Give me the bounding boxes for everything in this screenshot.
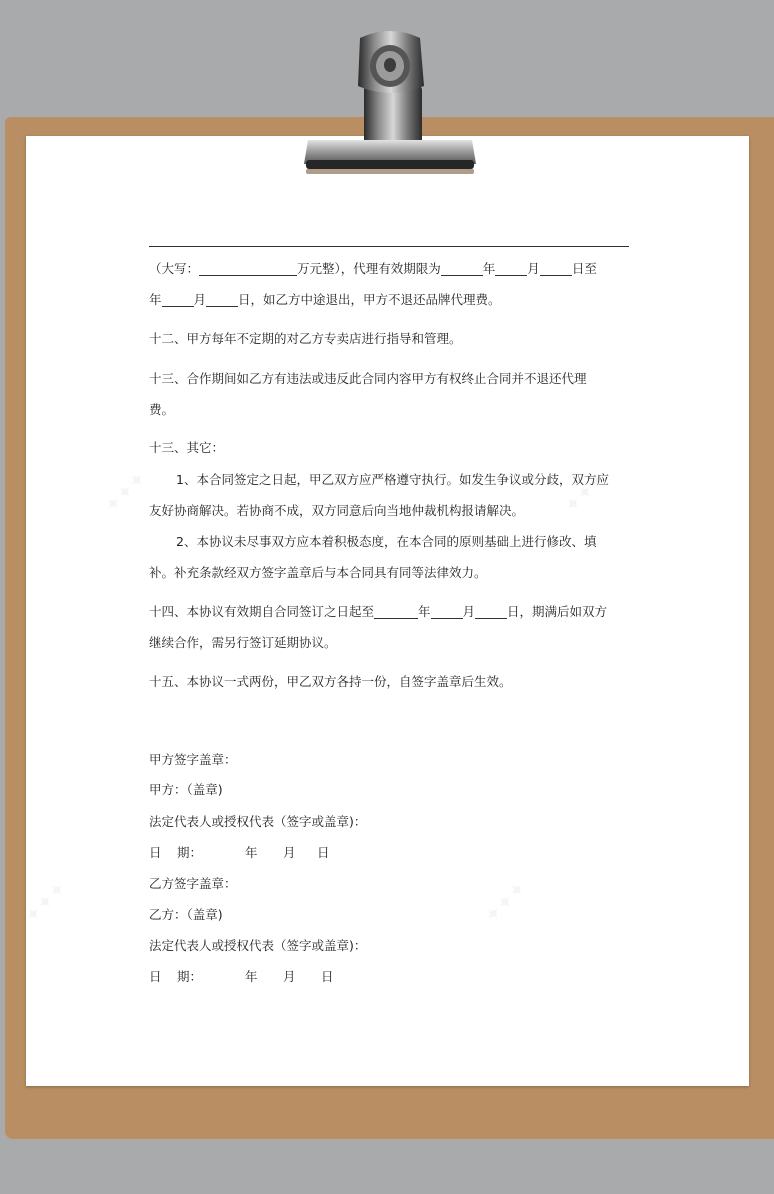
month-blank: [495, 261, 527, 276]
month-blank: [162, 292, 194, 307]
text: 日，如乙方中途退出，甲方不退还品牌代理费。: [238, 292, 501, 307]
party-b-title: 乙方签字盖章：: [149, 876, 237, 891]
clause-14-line2: 继续合作，需另行签订延期协议。: [149, 635, 337, 650]
day-blank: [540, 261, 572, 276]
year-blank: [374, 604, 418, 619]
date-label: 日: [149, 969, 162, 984]
year-label: 年: [245, 845, 258, 860]
party-a-seal: 甲方：（盖章): [149, 782, 223, 797]
date-label: 期：: [177, 845, 203, 860]
party-b-date: [149, 969, 334, 985]
binder-clip-icon: [300, 28, 480, 178]
clause-13-line1: 十三、合作期间如乙方有违法或违反此合同内容甲方有权终止合同并不退还代理: [149, 371, 587, 386]
party-a-representative: 法定代表人或授权代表（签字或盖章)：: [149, 814, 367, 829]
day-label: 日: [321, 969, 334, 984]
item-1-line1: 1、本合同签定之日起，甲乙双方应严格遵守执行。如发生争议或分歧，双方应: [176, 472, 609, 487]
clause-13-line2: 费。: [149, 402, 175, 417]
amount-line: [149, 253, 639, 284]
text: （大写：: [149, 261, 200, 276]
clause-15: 十五、本协议一式两份，甲乙双方各持一份，自签字盖章后生效。: [149, 674, 512, 689]
item-2-line1: 2、本协议未尽事双方应本着积极态度，在本合同的原则基础上进行修改、填: [176, 534, 597, 549]
party-a-date: [149, 845, 330, 861]
day-label: 日: [317, 845, 330, 860]
contract-page: [26, 136, 749, 1086]
text: 年: [418, 604, 431, 619]
clause-14-line1: [149, 596, 639, 627]
date-label: 期：: [177, 969, 203, 984]
text: 十四、本协议有效期自合同签订之日起至: [149, 604, 375, 619]
header-rule: [149, 246, 629, 247]
text: 万元整），代理有效期限为: [297, 261, 441, 276]
clause-13-other-title: 十三、其它：: [149, 440, 225, 455]
item-1-line2: 友好协商解决。若协商不成，双方同意后向当地仲裁机构报请解决。: [149, 503, 525, 518]
item-2-line2: 补。补充条款经双方签字盖章后与本合同具有同等法律效力。: [149, 565, 487, 580]
month-label: 月: [283, 969, 296, 984]
text: 月: [462, 604, 476, 619]
text: 日至: [571, 261, 597, 276]
party-a-title: 甲方签字盖章：: [149, 752, 237, 767]
party-b-seal: 乙方：（盖章): [149, 907, 223, 922]
party-b-representative: 法定代表人或授权代表（签字或盖章)：: [149, 938, 367, 953]
text: 月: [193, 292, 207, 307]
text: 年: [149, 292, 162, 307]
text: 日，期满后如双方: [507, 604, 608, 619]
text: 月: [527, 261, 540, 276]
month-label: 月: [283, 845, 296, 860]
year-blank: [441, 261, 483, 276]
day-blank: [206, 292, 238, 307]
date-label: 日: [149, 845, 162, 860]
term-end-line: [149, 284, 639, 315]
day-blank: [475, 604, 507, 619]
text: 年: [482, 261, 496, 276]
year-label: 年: [245, 969, 258, 984]
month-blank: [431, 604, 463, 619]
amount-blank: [199, 261, 297, 276]
clause-12: 十二、甲方每年不定期的对乙方专卖店进行指导和管理。: [149, 331, 462, 346]
